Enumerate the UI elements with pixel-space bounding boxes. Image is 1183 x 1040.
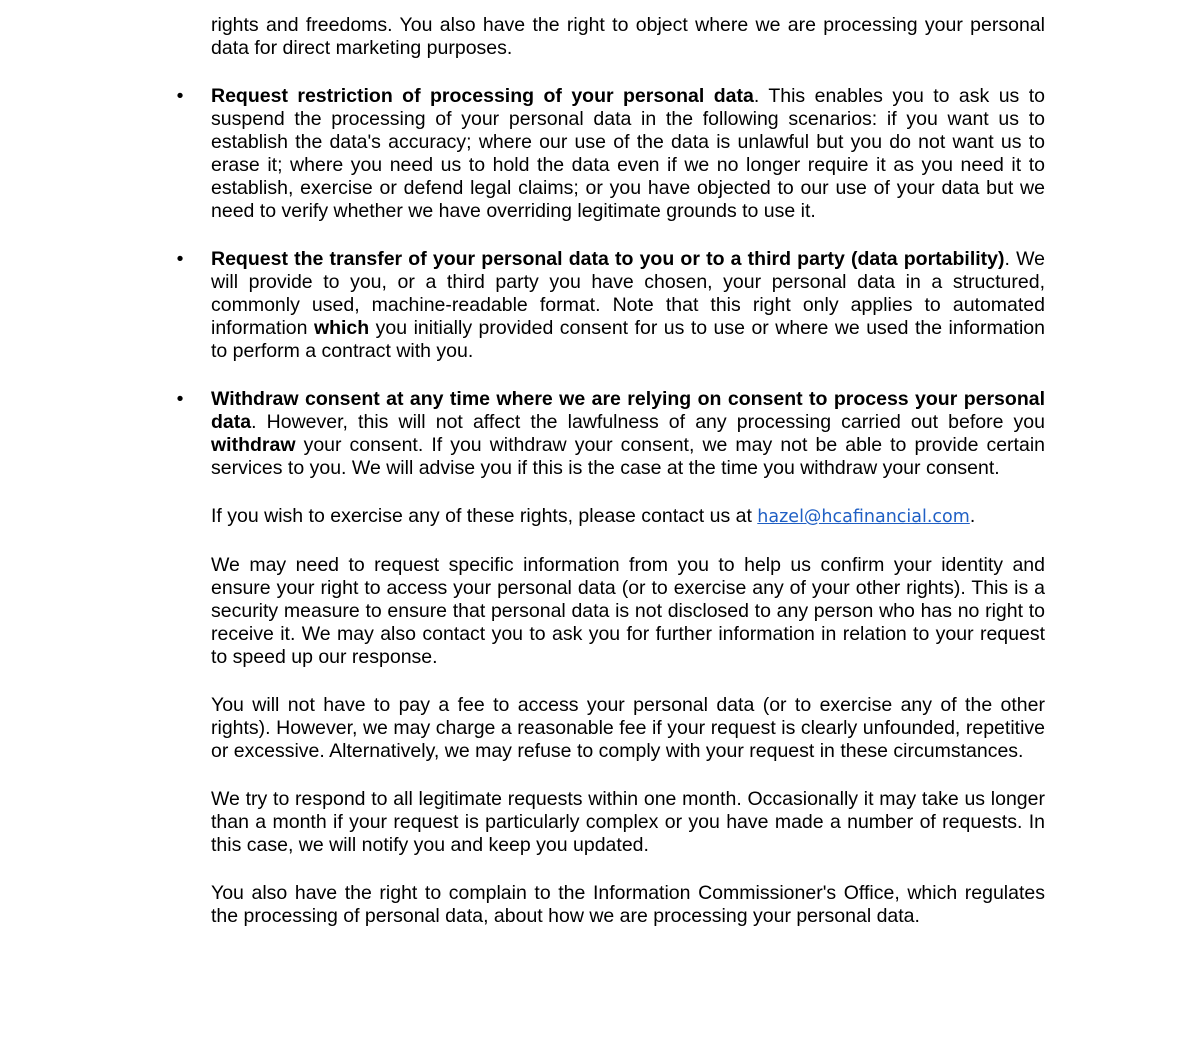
list-item-portability: • Request the transfer of your personal data to you or to a third party (data portability). We will provide to you, or a third party you have chosen, your personal data in a structured, commonly used, machine-readable format. Note that this right only applies to automated information which you initially provided consent for us to use or where we used the information to perform a contract with you. [211,248,1045,363]
bullet-icon: • [176,388,184,410]
right-title: Withdraw consent at any time where we are relying on consent to process your personal data [211,388,1045,433]
identity-paragraph: We may need to request specific information from you to help us confirm your identity and ensure your right to access your personal data (or to exercise any of your other rights). This is a security measure to ensure that personal data is not disclosed to any person who has no right to receive it. We may also contact you to ask you for further information in relation to your request to speed up our response. [211,554,1045,668]
bullet-icon: • [176,85,184,107]
list-item-withdraw-consent: • Withdraw consent at any time where we are relying on consent to process your personal data. However, this will not affect the lawfulness of any processing carried out before you withdraw your consent. If you withdraw your consent, we may not be able to provide certain services to you. We will advise you if this is the case at the time you withdraw your consent. [211,388,1045,480]
fee-paragraph: You will not have to pay a fee to access your personal data (or to exercise any of the other rights). However, we may charge a reasonable fee if your request is clearly unfounded, repetitive or excessive. Alternatively, we may refuse to comply with your request in these circumstances. [211,694,1045,762]
bullet-icon: • [176,248,184,270]
list-item-restriction: • Request restriction of processing of your personal data. This enables you to ask us to suspend the processing of your personal data in the following scenarios: if you want us to establish the data's accuracy; where our use of the data is unlawful but you do not want us to erase it; where you need us to hold the data even if we no longer require it as you need it to establish, exercise or defend legal claims; or you have objected to our use of your data but we need to verify whether we have overriding legitimate grounds to use it. [211,85,1045,223]
complaint-paragraph: You also have the right to complain to the Information Commissioner's Office, which regulates the processing of personal data, about how we are processing your personal data. [211,882,1045,927]
contact-paragraph: If you wish to exercise any of these rights, please contact us at hazel@hcafinancial.com. [211,505,976,527]
right-title: Request the transfer of your personal data to you or to a third party (data portability) [211,248,1005,270]
response-time-paragraph: We try to respond to all legitimate requests within one month. Occasionally it may take us longer than a month if your request is particularly complex or you have made a number of requests. In this case, we will notify you and keep you updated. [211,788,1045,856]
document-page [176,14,1046,928]
right-title: Request restriction of processing of your personal data [211,85,754,107]
email-link[interactable]: hazel@hcafinancial.com [757,507,970,527]
intro-paragraph: rights and freedoms. You also have the right to object where we are processing your personal data for direct marketing purposes. [211,14,1045,59]
